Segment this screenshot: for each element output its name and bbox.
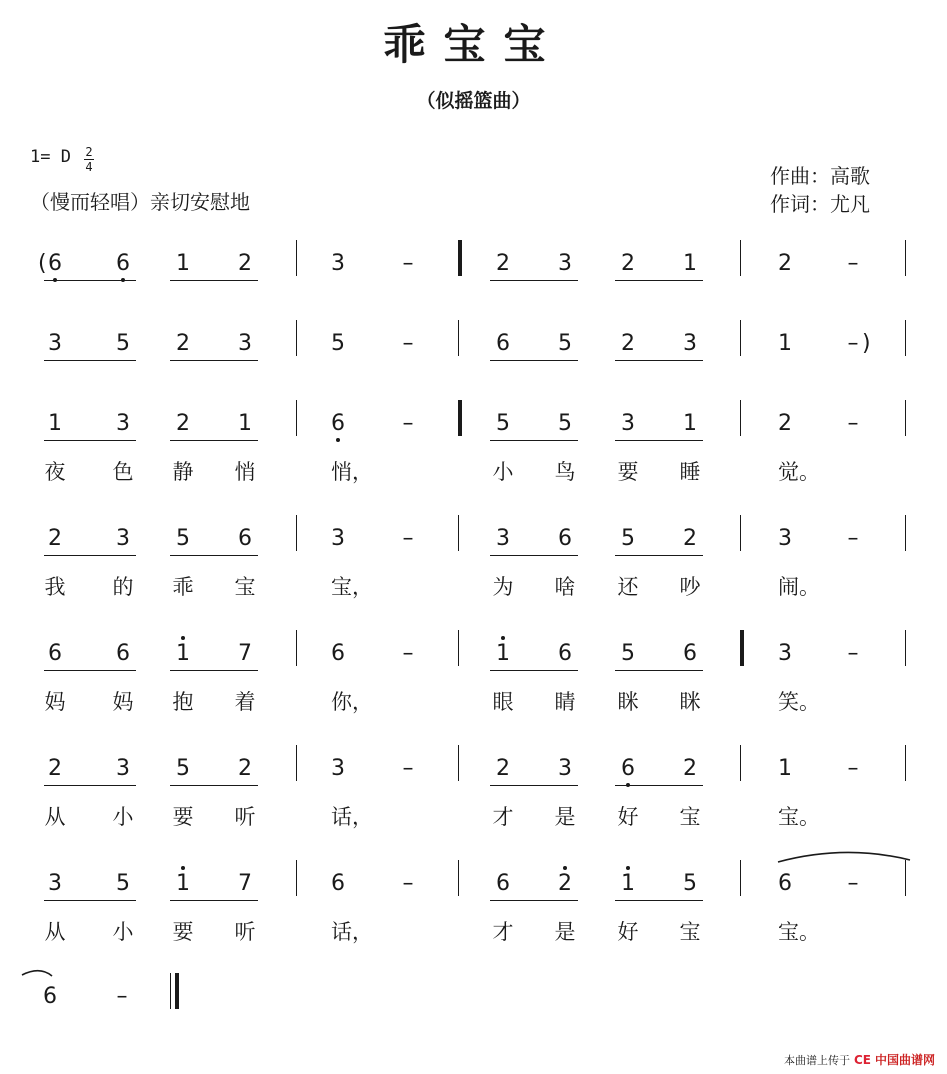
- sustain-dash: –: [847, 871, 859, 896]
- note: 5: [621, 641, 635, 666]
- octave-dot-above: [181, 866, 185, 870]
- lyric-char: 好: [617, 805, 639, 829]
- eighth-beam: [490, 555, 578, 556]
- lyric-char: 悄: [234, 460, 256, 484]
- lyric-char: 才: [492, 920, 514, 944]
- note: 6: [43, 252, 67, 276]
- eighth-beam: [490, 360, 578, 361]
- barline: [458, 515, 459, 551]
- note: 6: [778, 871, 792, 896]
- note: 2: [778, 411, 792, 436]
- octave-dot-above: [563, 866, 567, 870]
- sustain-dash: –: [847, 411, 859, 436]
- sustain-dash: –: [402, 331, 414, 356]
- barline: [740, 630, 744, 666]
- lyricist-credit: 作词：尤凡: [770, 192, 870, 216]
- note: 2: [496, 251, 510, 276]
- note: 6: [43, 984, 57, 1009]
- lyric-char: 眯: [617, 690, 639, 714]
- eighth-beam: [615, 280, 703, 281]
- note: 1: [778, 331, 792, 356]
- sustain-dash: –: [402, 756, 414, 781]
- octave-dot-below: [336, 438, 340, 442]
- note: 5: [558, 331, 572, 356]
- score-row-1: [0, 252, 947, 322]
- note: 1: [171, 642, 195, 666]
- eighth-beam: [490, 785, 578, 786]
- lyric-char: 宝，: [331, 575, 373, 599]
- lyric-char: 听: [234, 920, 256, 944]
- time-signature-bottom: 4: [85, 160, 93, 174]
- note: 7: [238, 871, 252, 896]
- site-logo-icon: CE: [853, 1052, 871, 1067]
- barline: [905, 860, 906, 896]
- note: 1: [616, 872, 640, 896]
- note: 2: [683, 526, 697, 551]
- barline: [905, 240, 906, 276]
- lyric-char: 着: [234, 690, 256, 714]
- lyric-char: 是: [554, 805, 576, 829]
- lyric-char: 为: [492, 575, 514, 599]
- note: 2: [683, 756, 697, 781]
- note: 6: [496, 871, 510, 896]
- eighth-beam: [44, 785, 136, 786]
- note: 2: [553, 872, 577, 896]
- lyric-char: 我: [44, 575, 66, 599]
- lyric-char: 宝。: [778, 920, 820, 944]
- lyric-char: 小: [492, 460, 514, 484]
- lyric-char: 鸟: [554, 460, 576, 484]
- lyric-char: 妈: [112, 690, 134, 714]
- barline: [296, 860, 297, 896]
- lyric-char: 悄，: [331, 460, 373, 484]
- note: 5: [176, 526, 190, 551]
- score-row-4: [0, 527, 947, 597]
- barline: [458, 860, 459, 896]
- note: 1: [238, 411, 252, 436]
- note: 5: [331, 331, 345, 356]
- lyric-char: 闹。: [778, 575, 820, 599]
- eighth-beam: [170, 360, 258, 361]
- sustain-dash: –: [402, 641, 414, 666]
- note: 5: [176, 756, 190, 781]
- note: 3: [683, 331, 697, 356]
- sustain-dash: –: [402, 526, 414, 551]
- note: 2: [48, 756, 62, 781]
- barline: [458, 240, 462, 276]
- song-subtitle: （似摇篮曲）: [416, 90, 531, 112]
- barline: [905, 745, 906, 781]
- note: 1: [176, 251, 190, 276]
- barline: [740, 400, 741, 436]
- note: 3: [496, 526, 510, 551]
- lyric-char: 夜: [44, 460, 66, 484]
- sustain-dash: –: [847, 331, 859, 356]
- note: 3: [331, 756, 345, 781]
- eighth-beam: [44, 440, 136, 441]
- tie-arc-lower: [22, 971, 52, 976]
- lyric-char: 笑。: [778, 690, 820, 714]
- score-row-8: [0, 985, 947, 1055]
- note: 3: [331, 251, 345, 276]
- lyric-char: 你，: [331, 690, 373, 714]
- eighth-beam: [615, 900, 703, 901]
- barline: [458, 630, 459, 666]
- note: 2: [176, 331, 190, 356]
- eighth-beam: [170, 555, 258, 556]
- lyric-char: 宝。: [778, 805, 820, 829]
- eighth-beam: [170, 280, 258, 281]
- octave-dot-above: [626, 866, 630, 870]
- sustain-dash: –: [847, 641, 859, 666]
- lyric-char: 妈: [44, 690, 66, 714]
- note: 5: [116, 871, 130, 896]
- note: 5: [496, 411, 510, 436]
- eighth-beam: [615, 440, 703, 441]
- note: 3: [621, 411, 635, 436]
- note: 6: [111, 252, 135, 276]
- note: 6: [616, 757, 640, 781]
- sustain-dash: –: [402, 411, 414, 436]
- note: 1: [48, 411, 62, 436]
- barline: [296, 745, 297, 781]
- time-signature-top: 2: [85, 145, 93, 159]
- composer-credit: 作曲：高歌: [770, 164, 870, 188]
- note: 1: [683, 411, 697, 436]
- barline: [740, 860, 741, 896]
- lyric-char: 睛: [554, 690, 576, 714]
- lyric-char: 小: [112, 920, 134, 944]
- note: 1: [491, 642, 515, 666]
- note: 5: [116, 331, 130, 356]
- barline: [458, 320, 459, 356]
- note: 6: [326, 412, 350, 436]
- note: 6: [116, 641, 130, 666]
- note: 6: [331, 641, 345, 666]
- note: 2: [238, 756, 252, 781]
- note: 3: [48, 331, 62, 356]
- barline: [296, 320, 297, 356]
- tempo-marking: （慢而轻唱）亲切安慰地: [30, 190, 250, 214]
- lyric-char: 好: [617, 920, 639, 944]
- score-row-3: [0, 412, 947, 482]
- sustain-dash: –: [402, 871, 414, 896]
- eighth-beam: [490, 280, 578, 281]
- note: 2: [238, 251, 252, 276]
- footer-text: 本曲谱上传于: [783, 1053, 850, 1067]
- barline: [905, 320, 906, 356]
- lyric-char: 从: [44, 805, 66, 829]
- note: 7: [238, 641, 252, 666]
- note: 2: [621, 331, 635, 356]
- barline: [458, 400, 462, 436]
- lyric-char: 睡: [679, 460, 701, 484]
- note: 5: [683, 871, 697, 896]
- barline: [740, 320, 741, 356]
- eighth-beam: [170, 670, 258, 671]
- eighth-beam: [490, 440, 578, 441]
- open-paren: (: [38, 251, 47, 276]
- eighth-beam: [615, 360, 703, 361]
- lyric-char: 宝: [234, 575, 256, 599]
- barline: [296, 240, 297, 276]
- barline: [296, 515, 297, 551]
- lyric-char: 宝: [679, 805, 701, 829]
- note: 3: [116, 526, 130, 551]
- barline: [458, 745, 459, 781]
- barline: [740, 745, 741, 781]
- lyric-char: 色: [112, 460, 134, 484]
- sustain-dash: –: [847, 251, 859, 276]
- note: 1: [683, 251, 697, 276]
- lyric-char: 小: [112, 805, 134, 829]
- song-title: 乖宝宝: [383, 20, 564, 69]
- lyric-char: 眯: [679, 690, 701, 714]
- note: 6: [683, 641, 697, 666]
- note: 3: [558, 756, 572, 781]
- barline: [740, 240, 741, 276]
- tie-arc-upper: [778, 852, 910, 862]
- note: 3: [331, 526, 345, 551]
- eighth-beam: [615, 785, 703, 786]
- score-row-7: [0, 872, 947, 942]
- note: 2: [778, 251, 792, 276]
- lyric-char: 话，: [331, 920, 373, 944]
- lyric-char: 要: [172, 920, 194, 944]
- lyric-char: 还: [617, 575, 639, 599]
- note: 6: [558, 641, 572, 666]
- time-signature: [84, 146, 94, 173]
- eighth-beam: [615, 555, 703, 556]
- sustain-dash: –: [116, 984, 128, 1009]
- note: 3: [116, 411, 130, 436]
- barline: [905, 515, 906, 551]
- barline: [296, 630, 297, 666]
- lyric-char: 才: [492, 805, 514, 829]
- eighth-beam: [170, 785, 258, 786]
- final-barline-thick: [175, 973, 179, 1009]
- close-paren: ): [862, 331, 871, 356]
- note: 3: [778, 641, 792, 666]
- eighth-beam: [44, 280, 136, 281]
- note: 6: [331, 871, 345, 896]
- sustain-dash: –: [402, 251, 414, 276]
- lyric-char: 静: [172, 460, 194, 484]
- octave-dot-above: [181, 636, 185, 640]
- score-row-5: [0, 642, 947, 712]
- eighth-beam: [170, 440, 258, 441]
- note: 6: [48, 641, 62, 666]
- score-row-2: [0, 332, 947, 402]
- barline: [905, 400, 906, 436]
- lyric-char: 抱: [172, 690, 194, 714]
- lyric-char: 要: [172, 805, 194, 829]
- note: 2: [496, 756, 510, 781]
- eighth-beam: [490, 670, 578, 671]
- note: 3: [238, 331, 252, 356]
- eighth-beam: [44, 555, 136, 556]
- barline: [296, 400, 297, 436]
- lyric-char: 话，: [331, 805, 373, 829]
- note: 3: [778, 526, 792, 551]
- note: 1: [171, 872, 195, 896]
- sustain-dash: –: [847, 526, 859, 551]
- lyric-char: 是: [554, 920, 576, 944]
- footer-credit: [784, 1051, 935, 1068]
- note: 3: [48, 871, 62, 896]
- eighth-beam: [490, 900, 578, 901]
- lyric-char: 乖: [172, 575, 194, 599]
- barline: [905, 630, 906, 666]
- note: 6: [558, 526, 572, 551]
- final-barline-thin: [170, 973, 171, 1009]
- note: 2: [621, 251, 635, 276]
- key-signature: 1= D: [30, 147, 71, 167]
- barline: [740, 515, 741, 551]
- lyric-char: 宝: [679, 920, 701, 944]
- note: 3: [116, 756, 130, 781]
- site-name: 中国曲谱网: [874, 1053, 935, 1067]
- eighth-beam: [44, 670, 136, 671]
- eighth-beam: [615, 670, 703, 671]
- lyric-char: 吵: [679, 575, 701, 599]
- eighth-beam: [44, 900, 136, 901]
- lyric-char: 眼: [492, 690, 514, 714]
- note: 2: [176, 411, 190, 436]
- note: 5: [621, 526, 635, 551]
- eighth-beam: [44, 360, 136, 361]
- score-row-6: [0, 757, 947, 827]
- lyric-char: 觉。: [778, 460, 820, 484]
- note: 2: [48, 526, 62, 551]
- eighth-beam: [170, 900, 258, 901]
- lyric-char: 要: [617, 460, 639, 484]
- sustain-dash: –: [847, 756, 859, 781]
- lyric-char: 从: [44, 920, 66, 944]
- note: 6: [238, 526, 252, 551]
- lyric-char: 听: [234, 805, 256, 829]
- note: 5: [558, 411, 572, 436]
- note: 6: [496, 331, 510, 356]
- note: 1: [778, 756, 792, 781]
- octave-dot-above: [501, 636, 505, 640]
- note: 3: [558, 251, 572, 276]
- lyric-char: 的: [112, 575, 134, 599]
- lyric-char: 啥: [554, 575, 576, 599]
